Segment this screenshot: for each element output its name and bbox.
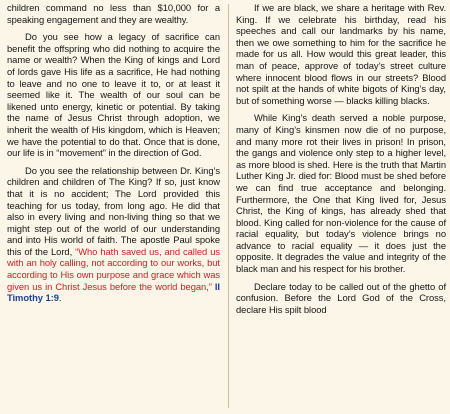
paragraph-end-punctuation: . (58, 292, 62, 304)
right-column (236, 2, 446, 321)
column-divider (228, 4, 229, 408)
left-column (7, 2, 220, 310)
scripture-reference: II Timothy 1:9 (7, 280, 220, 304)
paragraph-heritage: If we are black, we share a heritage with Rev. King. If we celebrate his birthday, read his speeches and call our landmarks by his name, then we owe something to him for the sacrifice he made for us all. How would this great leader, this man of peace, approve of today’s street culture where innocent blood flows in our streets? Blood not spilt at the hands of white bigots of King’s day, but of something worse — blacks killing blacks. (236, 2, 446, 106)
paragraph-noble-purpose: While King’s death served a noble purpose, many of King’s kinsmen now die of no purpose, and many more rot their lives in prison! In prison, the gangs and violence only step to a higher level, as more blood is shed. Here is the truth that Martin Luther King Jr. died for: Blood must be shed before we can find true acceptance and belonging. Furthermore, the One that King lived for, Jesus Christ, the King of kings, has already shed that blood. King called for non-violence for the cause of racial equality, but today’s violence brings no advance to racial equality — it does just the opposite. It degrades the value and integrity of the black man and his respect for his brother. (236, 112, 446, 275)
paragraph-relationship (7, 165, 220, 304)
paragraph-legacy-of-sacrifice: Do you see how a legacy of sacrifice can benefit the offspring who did nothing to acquire the name or wealth? When the King of kings and Lord of lords gave His life as a sacrifice, He had nothing to leave and no one to leave it to, or at least it seemed like it. The wealth of our soul can be likened unto energy, kinetic or potential. By taking the name of Jesus Christ through adoption, we inherit the wealth of His kingdom, which is Heaven; we have the potential to do that. Once that is done, our life is in “movement” in the direction of God. (7, 31, 220, 159)
paragraph-continued: children command no less than $10,000 for a speaking engagement and they are wealthy. (7, 2, 220, 25)
paragraph-relationship-text: Do you see the relationship between Dr. King’s children and children of The King? If so, just know that it is no accident; The Lord provided this teaching for us today, from long ago. He did that also in every living and non-living thing so that we might step out of the world of our understanding and into His world of faith. The apostle Paul spoke this of the Lord, (7, 164, 220, 257)
scripture-quote: “Who hath saved us, and called us with an holy calling, not according to our works, but according to His own purpose and grace which was given us in Christ Jesus before the world began,” (7, 245, 220, 292)
paragraph-declare: Declare today to be called out of the ghetto of confusion. Before the Lord God of the Cross, declare His spilt blood (236, 280, 446, 315)
